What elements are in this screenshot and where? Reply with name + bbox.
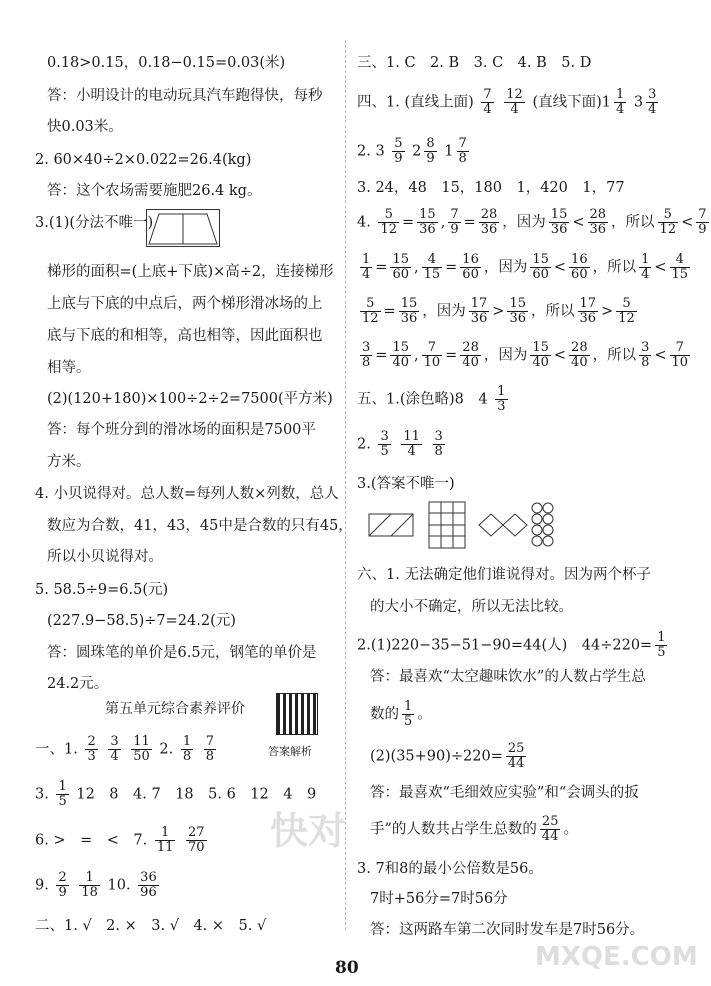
fraction: $\frac{15}{40}$ <box>392 340 409 370</box>
answer-row <box>35 735 219 764</box>
text-line: 数应为合数，41，43，45中是合数的只有45， <box>47 518 353 534</box>
row-text: 3 <box>633 94 644 111</box>
fraction: $\frac{28}{36}$ <box>589 207 607 237</box>
fraction: $\frac{5}{9}$ <box>394 136 403 166</box>
fraction: $\frac{12}{4}$ <box>506 87 523 117</box>
fraction: $\frac{5}{12}$ <box>380 207 397 237</box>
row-text: ，因为 <box>483 259 528 276</box>
fraction: $\frac{1}{5}$ <box>58 779 67 809</box>
text-line: 4. 小贝说得对。总人数=每列人数×列数，总人 <box>35 486 339 502</box>
text-line: 底与下底的和相等，高也相等，因此面积也 <box>47 328 323 344</box>
answer-row <box>35 826 210 855</box>
fraction: $\frac{15}{36}$ <box>419 207 436 237</box>
fraction: $\frac{5}{12}$ <box>659 207 677 237</box>
column-divider <box>345 40 346 930</box>
row-text: ，因为 <box>502 214 546 231</box>
fraction: $\frac{5}{12}$ <box>618 296 635 326</box>
fraction: $\frac{1}{5}$ <box>404 699 413 729</box>
fraction: $\frac{1}{11}$ <box>156 825 174 855</box>
fraction: $\frac{25}{44}$ <box>507 741 525 771</box>
fraction: $\frac{11}{50}$ <box>133 734 150 764</box>
fraction: $\frac{11}{4}$ <box>403 429 420 459</box>
text-line: 答：这两路车第二次同时发车是7时56分。 <box>370 922 645 938</box>
text-line: 答：小明设计的电动玩具汽车跑得快，每秒 <box>47 88 323 104</box>
watermark-text: 快对 <box>270 809 347 853</box>
row-text: 手”的人数共占学生总数的 <box>370 821 537 838</box>
fraction: $\frac{1}{8}$ <box>182 734 192 764</box>
text-line: 3. 7和8的最小公倍数是56。 <box>357 861 543 877</box>
answer-row <box>357 385 511 414</box>
row-text: 12 8 4. 7 18 5. 6 12 4 9 <box>76 786 317 803</box>
row-label: 3. <box>35 786 49 803</box>
answer-row: $\frac{5}{12}$ = $\frac{15}{36}$ ，因为 $\frac{17}{36}$ > $\frac{15}{36}$ ，所以 $\frac{17}{36}$ > $\frac{5}{12}$ <box>362 296 635 326</box>
fraction: $\frac{3}{8}$ <box>641 340 650 370</box>
fraction: $\frac{7}{10}$ <box>423 340 441 370</box>
row-label: 2. <box>159 741 174 758</box>
answer-row: $\frac{1}{4}$ = $\frac{15}{60}$ , $\frac{4}{15}$ = $\frac{16}{60}$ ，因为 $\frac{15}{60}$ < $\frac{16}{60}$ ，所以 $\frac{1}{4}$ < $\frac{4}{15}$ <box>362 252 689 282</box>
row-text: 2 <box>412 143 422 160</box>
answer-row: 数的 $\frac{1}{5}$ 。 <box>370 699 432 729</box>
text-line: 方米。 <box>47 454 91 470</box>
fraction: $\frac{16}{60}$ <box>462 252 479 282</box>
fraction: $\frac{3}{5}$ <box>380 429 389 459</box>
text-line: 快0.03米。 <box>47 119 123 135</box>
text-line: 0.18>0.15，0.18−0.15=0.03(米) <box>47 55 286 71</box>
row-label: 6. > = < 7. <box>35 832 148 849</box>
row-text: ，所以 <box>611 214 655 231</box>
qr-code-icon[interactable] <box>276 693 318 735</box>
answer-row <box>357 137 472 166</box>
trapezoid-diagram <box>147 210 219 246</box>
fraction: $\frac{2}{3}$ <box>87 734 96 764</box>
fraction: $\frac{8}{9}$ <box>426 136 435 166</box>
fraction: $\frac{7}{8}$ <box>458 136 467 166</box>
text-line: 答：最喜欢“毛细效应实验”和“会调头的扳 <box>370 785 639 801</box>
fraction: $\frac{15}{36}$ <box>509 296 526 326</box>
text-line: 二、1. √ 2. × 3. √ 4. × 5. √ <box>35 918 267 934</box>
fraction: $\frac{7}{9}$ <box>698 207 707 237</box>
answer-row <box>370 742 529 771</box>
fraction: $\frac{17}{36}$ <box>470 296 488 326</box>
fraction: $\frac{17}{36}$ <box>579 296 597 326</box>
fraction: $\frac{7}{9}$ <box>450 207 459 237</box>
row-label: 9. <box>35 877 49 894</box>
row-text: 2.(1)220−35−51−90=44(人) 44÷220= <box>357 637 653 654</box>
fraction: $\frac{3}{8}$ <box>434 429 443 459</box>
qr-label: 答案解析 <box>268 745 312 758</box>
fraction: $\frac{1}{18}$ <box>81 870 98 900</box>
text-line: 三、1. C 2. B 3. C 4. B 5. D <box>357 55 592 71</box>
text-line: 所以小贝说得对。 <box>47 549 163 565</box>
answer-row <box>357 430 448 459</box>
fraction: $\frac{28}{36}$ <box>480 207 498 237</box>
text-line: (227.9−58.5)÷7=24.2(元) <box>47 613 236 629</box>
row-label: 一、1. <box>35 741 78 758</box>
fraction: $\frac{3}{4}$ <box>648 87 657 117</box>
text-line: 答：圆珠笔的单价是6.5元，钢笔的单价是 <box>47 645 317 661</box>
answer-row <box>35 871 162 900</box>
trapezoid-figure <box>146 209 220 247</box>
row-text: ，所以 <box>592 259 637 276</box>
row-label: 2. 3 <box>357 143 385 160</box>
text-line: 答：这个农场需要施肥26.4 kg。 <box>47 183 262 199</box>
text-line: 3.(1)(分法不唯一) <box>35 215 154 231</box>
text-line: 的大小不确定，所以无法比较。 <box>370 599 573 615</box>
fraction: $\frac{7}{10}$ <box>671 340 689 370</box>
fraction: $\frac{36}{96}$ <box>140 870 157 900</box>
answer-row <box>357 88 661 117</box>
watermark-site: MXQE.COM <box>535 942 698 972</box>
row-text: 1 <box>444 143 454 160</box>
text-line: 5. 58.5÷9=6.5(元) <box>35 582 169 598</box>
text-line: 7时+56分=7时56分 <box>370 891 508 907</box>
fraction: $\frac{1}{4}$ <box>362 252 371 282</box>
row-text: ，所以 <box>592 347 637 364</box>
fraction: $\frac{15}{36}$ <box>550 207 568 237</box>
row-text: ，所以 <box>531 303 575 320</box>
section-title: 第五单元综合素养评价 <box>105 701 245 717</box>
fraction: $\frac{4}{15}$ <box>671 252 689 282</box>
fraction: $\frac{3}{8}$ <box>362 340 371 370</box>
fraction: $\frac{1}{3}$ <box>497 384 506 414</box>
fraction: $\frac{2}{9}$ <box>58 870 67 900</box>
fraction: $\frac{27}{70}$ <box>188 825 205 855</box>
row-text: 五、1.(涂色略)8 4 <box>357 391 488 408</box>
row-text: (直线上面) <box>404 94 474 111</box>
fraction: $\frac{1}{4}$ <box>615 87 625 117</box>
text-line: 上底与下底的中点后，两个梯形滑冰场的上 <box>47 296 323 312</box>
row-text: (2)(35+90)÷220= <box>370 748 503 765</box>
answer-row <box>357 631 670 660</box>
text-line: 梯形的面积=(上底+下底)×高÷2，连接梯形 <box>47 264 334 280</box>
fraction: $\frac{7}{8}$ <box>205 734 215 764</box>
fraction: $\frac{16}{60}$ <box>571 252 588 282</box>
row-label: 2. <box>357 436 371 453</box>
text-line: 相等。 <box>47 360 91 376</box>
fraction: $\frac{1}{4}$ <box>641 252 650 282</box>
fraction: $\frac{1}{5}$ <box>657 630 666 660</box>
row-label: 4. <box>357 214 371 231</box>
fraction: $\frac{25}{44}$ <box>541 814 559 844</box>
row-text: 数的 <box>370 706 399 723</box>
text-line: 3. 24，48 15，180 1，420 1，77 <box>357 180 625 196</box>
fraction: $\frac{4}{15}$ <box>423 252 441 282</box>
text-line: 3.(答案不唯一) <box>357 476 455 492</box>
text-line: 24.2元。 <box>47 676 109 692</box>
text-line: 2. 60×40÷2×0.022=26.4(kg) <box>35 152 252 168</box>
fraction: $\frac{5}{12}$ <box>362 296 379 326</box>
fraction: $\frac{15}{40}$ <box>532 340 549 370</box>
answer-row: 手”的人数共占学生总数的 $\frac{25}{44}$ 。 <box>370 814 578 844</box>
row-text: (直线下面)1 <box>532 94 611 111</box>
row-label: 四、1. <box>357 94 400 111</box>
fraction: $\frac{28}{40}$ <box>571 340 588 370</box>
text-line: 答：每个班分到的滑冰场的面积是7500平 <box>47 422 316 438</box>
fraction: $\frac{7}{4}$ <box>483 87 492 117</box>
text-line: 答：最喜欢“太空趣味饮水”的人数占学生总 <box>370 669 646 685</box>
fraction: $\frac{15}{60}$ <box>392 252 409 282</box>
text-line: 六、1. 无法确定他们谁说得对。因为两个杯子 <box>357 567 651 583</box>
fraction: $\frac{15}{60}$ <box>532 252 549 282</box>
answer-row: $\frac{3}{8}$ = $\frac{15}{40}$ , $\frac{7}{10}$ = $\frac{28}{40}$ ，因为 $\frac{15}{40}$ < $\frac{28}{40}$ ，所以 $\frac{3}{8}$ < $\frac{7}{10}$ <box>362 340 689 370</box>
answer-row: 4. $\frac{5}{12}$ = $\frac{15}{36}$ , $\frac{7}{9}$ = $\frac{28}{36}$ ，因为 $\frac{15}{36}$ < $\frac{28}{36}$ ，所以 $\frac{5}{12}$ < $\frac{7}{9}$ <box>357 207 707 237</box>
fraction: $\frac{3}{4}$ <box>110 734 119 764</box>
row-label: 10. <box>107 877 131 894</box>
fraction: $\frac{28}{40}$ <box>462 340 479 370</box>
fraction: $\frac{15}{36}$ <box>400 296 418 326</box>
page-number: 80 <box>335 958 359 978</box>
shape-figures <box>367 500 557 552</box>
text-line: (2)(120+180)×100÷2÷2=7500(平方米) <box>47 391 333 407</box>
row-text: ，因为 <box>483 347 528 364</box>
row-text: ，因为 <box>422 303 466 320</box>
